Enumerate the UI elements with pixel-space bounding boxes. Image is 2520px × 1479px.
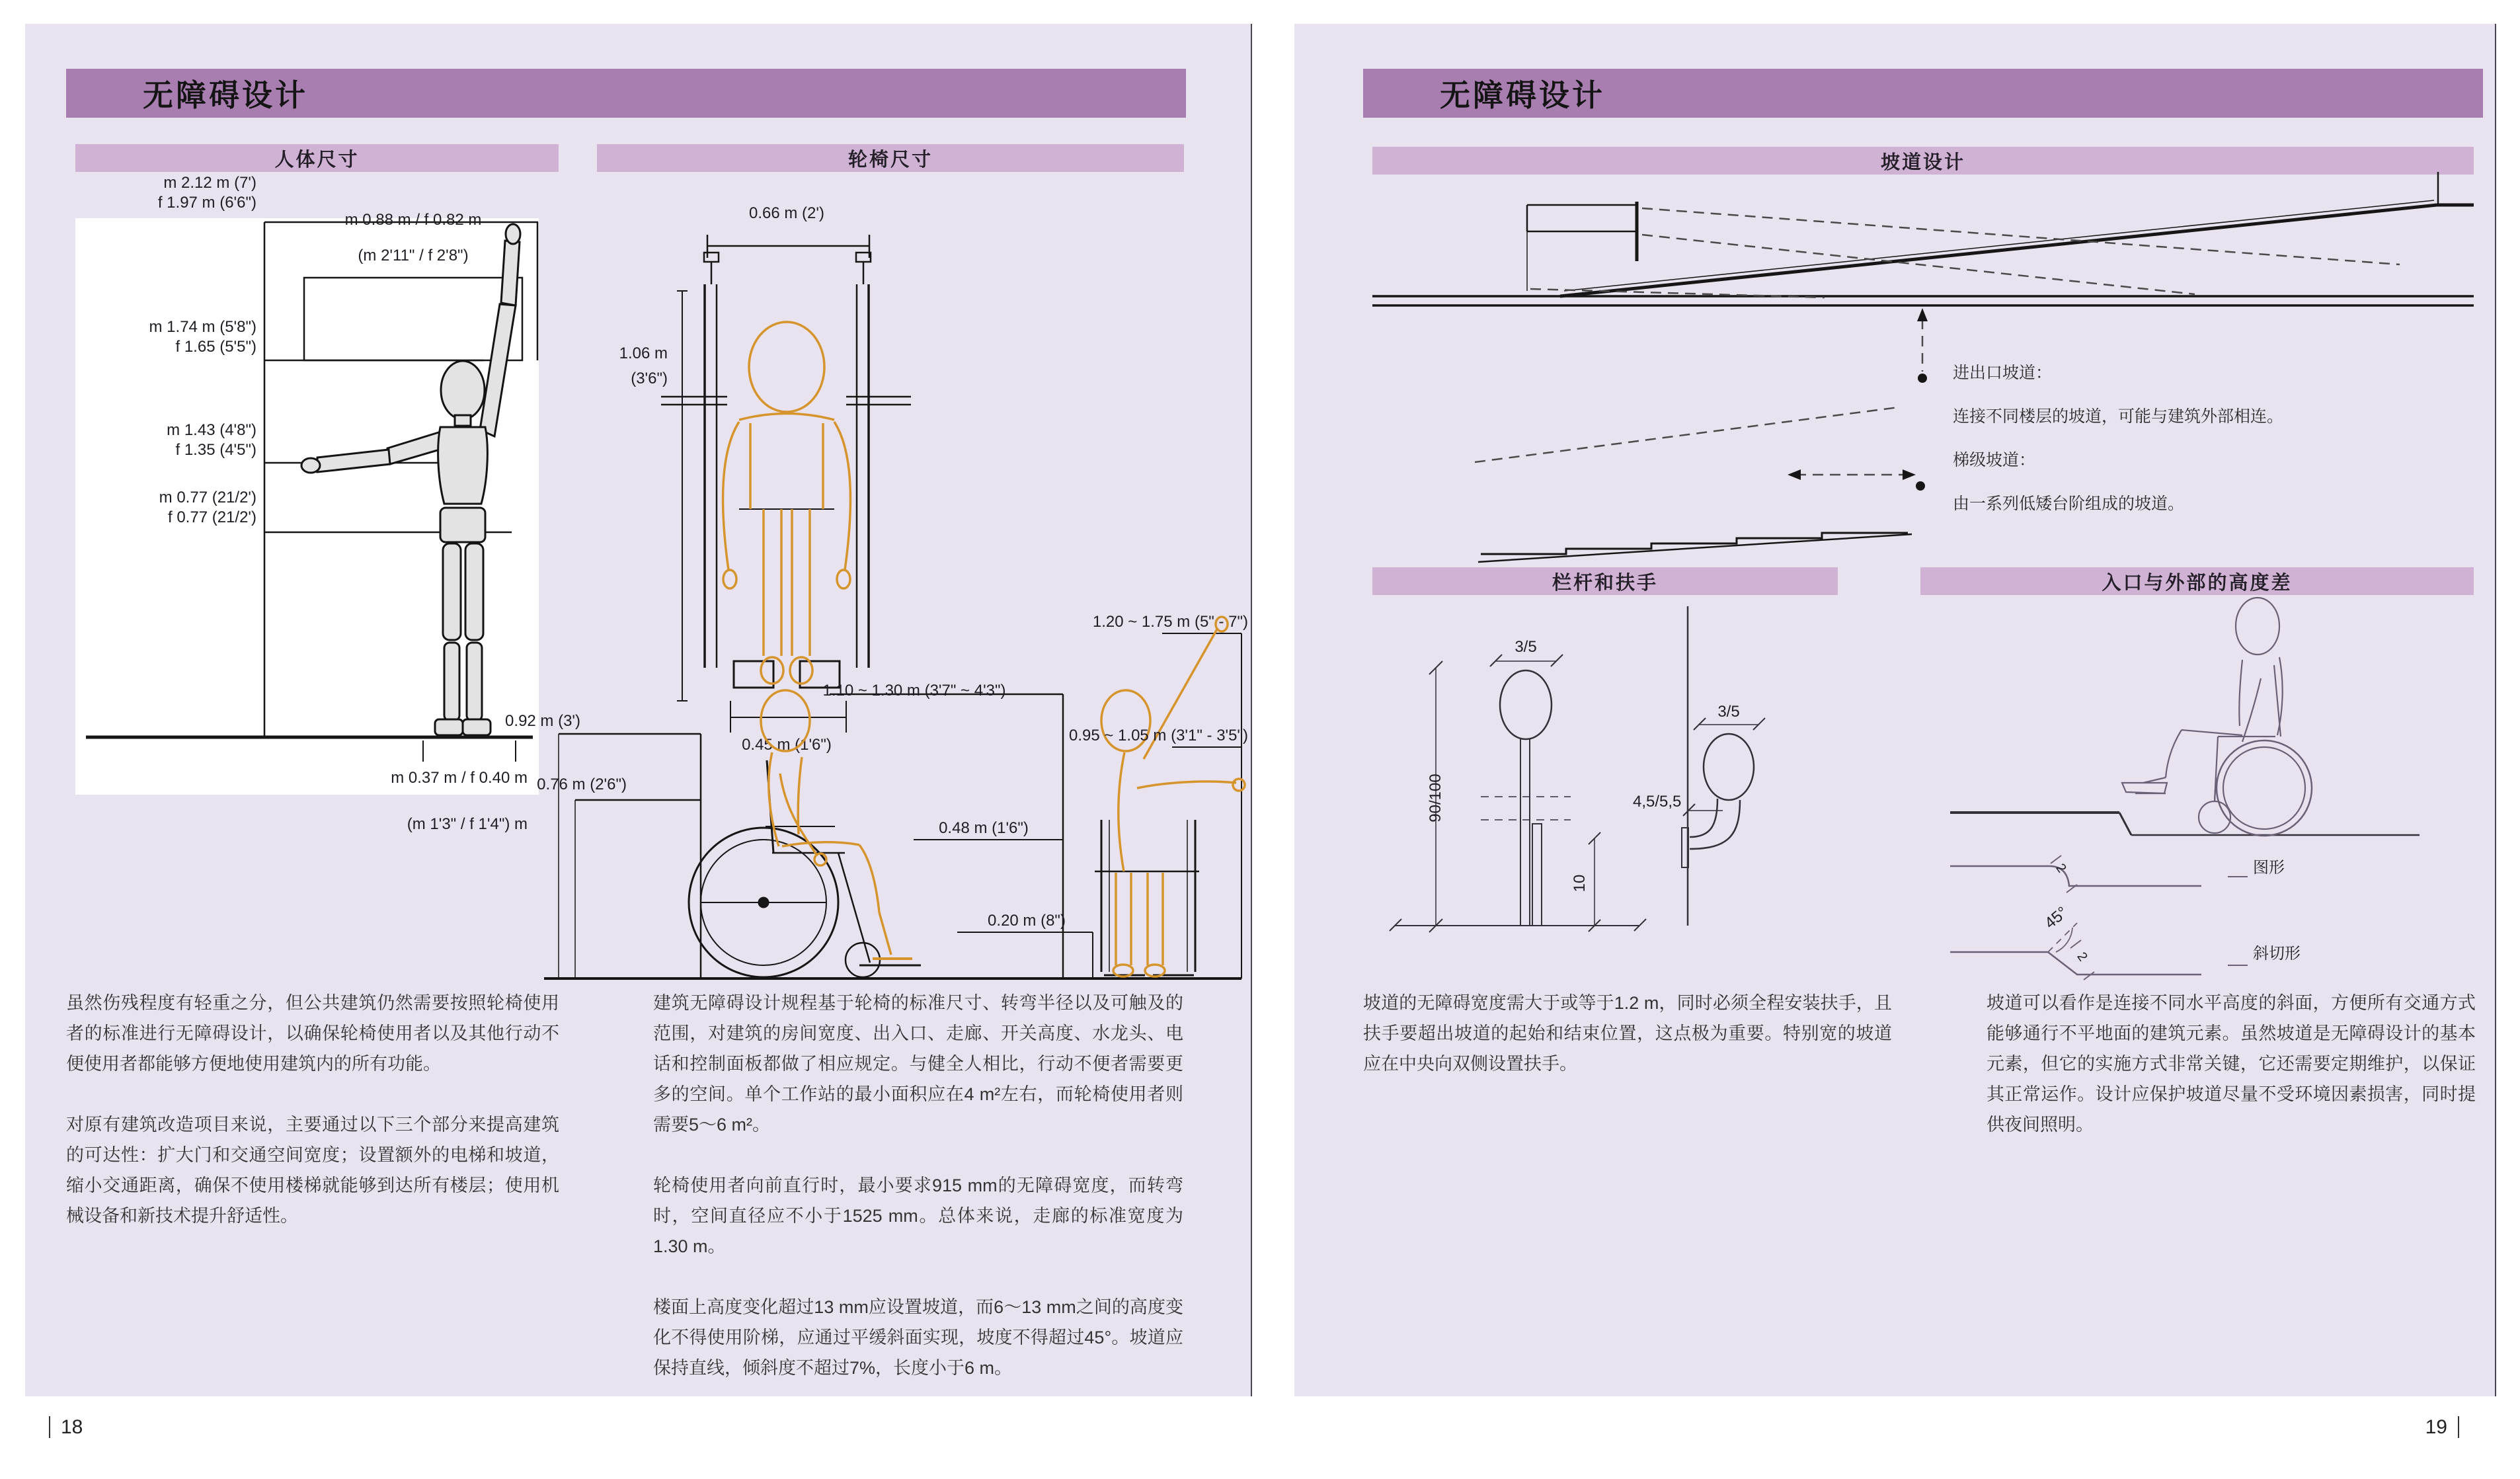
left-text-column-2 <box>653 988 1183 1414</box>
right-page <box>1294 24 2496 1396</box>
label-knee-height: 0.48 m (1'6") <box>939 819 1029 837</box>
ramp-arrows <box>1788 308 1928 491</box>
label-wheelchair-seat-width: 0.45 m (1'6") <box>742 736 832 754</box>
note-line: 进出口坡道： <box>1953 364 2053 382</box>
ramp-solid-lines <box>1372 172 2474 562</box>
section-title-railing: 栏杆和扶手 <box>1372 567 1838 595</box>
label-rail-width-1: 3/5 <box>1515 638 1537 656</box>
section-title-ramp-design: 坡道设计 <box>1372 147 2474 175</box>
paragraph: 楼面上高度变化超过13 mm应设置坡道，而6～13 mm之间的高度变化不得使用阶梯，应通过平缓斜面实现，坡度不得超过45°。坡道应保持直线，倾斜度不超过7%，长度小于6 m。 <box>653 1297 1183 1378</box>
label-curb-bevel: 斜切形 <box>2253 945 2301 963</box>
label-kick-plate: 10 <box>1571 874 1589 893</box>
note-line: 连接不同楼层的坡道，可能与建筑外部相连。 <box>1953 407 2284 426</box>
label-curb-dim-1: 2 <box>2053 861 2069 876</box>
right-text-column-1 <box>1363 988 1892 1109</box>
label-hand-height: m 0.77 (21/2') f 0.77 (21/2') <box>159 489 256 526</box>
label-rail-height: 90/100 <box>1427 774 1444 822</box>
label-foot-length-ft: (m 1'3" / f 1'4") m <box>407 815 528 833</box>
label-shoulder-height: m 1.43 (4'8") f 1.35 (4'5") <box>167 421 256 459</box>
label-reach-width: m 0.88 m / f 0.82 m <box>344 211 482 229</box>
label-side-reach: 0.95 ~ 1.05 m (3'1" - 3'5") <box>1068 727 1248 744</box>
mannequin-figure <box>301 224 520 735</box>
right-text-column-2 <box>1987 988 2476 1170</box>
paragraph: 虽然伤残程度有轻重之分，但公共建筑仍然需要按照轮椅使用者的标准进行无障碍设计，以确保轮椅使用者以及其他行动不便使用者都能够方便地使用建筑内的所有功能。 <box>66 993 559 1074</box>
label-eye-height: m 1.74 m (5'8") f 1.65 (5'5") <box>149 318 256 356</box>
note-line: 梯级坡道： <box>1953 451 2036 469</box>
label-foot-length: m 0.37 m / f 0.40 m <box>391 769 528 787</box>
label-counter-low: 0.76 m (2'6") <box>537 776 627 793</box>
label-standing-height: m 2.12 m (7') f 1.97 m (6'6") <box>157 174 256 212</box>
section-title-entrance: 入口与外部的高度差 <box>1920 567 2474 595</box>
section-title-wheelchair-dimensions: 轮椅尺寸 <box>597 144 1184 172</box>
ramp-design-diagram <box>1372 165 2474 599</box>
wheelchair-user-figure <box>2122 598 2312 836</box>
wheelchair-side-diagram <box>534 595 1249 992</box>
paragraph: 坡道可以看作是连接不同水平高度的斜面，方便所有交通方式能够通行不平地面的建筑元素。虽然坡道是无障碍设计的基本元素，但它的实施方式非常关键，它还需要定期维护，以保证其正常运作。设计应保护坡道尽量不受环境因素损害，同时提供夜间照明。 <box>1987 993 2476 1135</box>
label-bevel-angle: 45° <box>2041 903 2072 933</box>
label-table-height: 1.10 ~ 1.30 m (3'7" ~ 4'3") <box>822 682 1006 700</box>
label-counter-high: 0.92 m (3') <box>505 712 580 730</box>
page-number-right: 19 <box>2327 1416 2459 1439</box>
note-line: 由一系列低矮台阶组成的坡道。 <box>1953 495 2185 513</box>
left-page <box>25 24 1252 1396</box>
label-wheelchair-width: 0.66 m (2') <box>749 204 824 222</box>
label-wheelchair-height-ft: (3'6") <box>631 370 668 387</box>
right-header-bar <box>1363 69 2483 118</box>
paragraph: 轮椅使用者向前直行时，最小要求915 mm的无障碍宽度，而转弯时，空间直径应不小于1525 mm。总体来说，走廊的标准宽度为1.30 m。 <box>653 1176 1183 1256</box>
label-rail-offset: 4,5/5,5 <box>1633 793 1682 811</box>
paragraph: 对原有建筑改造项目来说，主要通过以下三个部分来提高建筑的可达性：扩大门和交通空间宽度；设置额外的电梯和坡道，缩小交通距离，确保不使用楼梯就能够到达所有楼层；使用机械设备和新技术提升舒适性。 <box>66 1115 559 1226</box>
left-header-bar <box>66 69 1186 118</box>
ramp-notes <box>1953 360 2283 534</box>
curb-ground-lines <box>1950 813 2420 835</box>
label-curb-round: 图形 <box>2253 859 2285 877</box>
label-wheelchair-height: 1.06 m <box>619 344 668 362</box>
page-number-left: 18 <box>49 1416 83 1439</box>
left-text-column-1 <box>66 988 559 1261</box>
page-title: 无障碍设计 <box>143 78 308 112</box>
page-title: 无障碍设计 <box>1440 78 1605 112</box>
label-reach-high: 1.20 ~ 1.75 m (5" - 7") <box>1092 613 1248 631</box>
section-title-human-dimensions: 人体尺寸 <box>75 144 559 172</box>
label-footrest-height: 0.20 m (8") <box>988 912 1066 930</box>
curb-profiles <box>1950 856 2248 980</box>
paragraph: 建筑无障碍设计规程基于轮椅的标准尺寸、转弯半径以及可触及的范围，对建筑的房间宽度、出入口、走廊、开关高度、水龙头、电话和控制面板都做了相应规定。与健全人相比，行动不便者需要更多的空间。单个工作站的最小面积应在4 m²左右，而轮椅使用者则需要5～6 m²。 <box>653 993 1183 1135</box>
label-curb-dim-2: 2 <box>2074 949 2090 965</box>
label-reach-width-ft: (m 2'11" / f 2'8") <box>358 247 469 264</box>
entrance-height-diagram <box>1904 599 2474 976</box>
label-rail-width-2: 3/5 <box>1717 703 1740 721</box>
paragraph: 坡道的无障碍宽度需大于或等于1.2 m，同时必须全程安装扶手，且扶手要超出坡道的起始和结束位置，这点极为重要。特别宽的坡道应在中央向双侧设置扶手。 <box>1363 993 1892 1074</box>
